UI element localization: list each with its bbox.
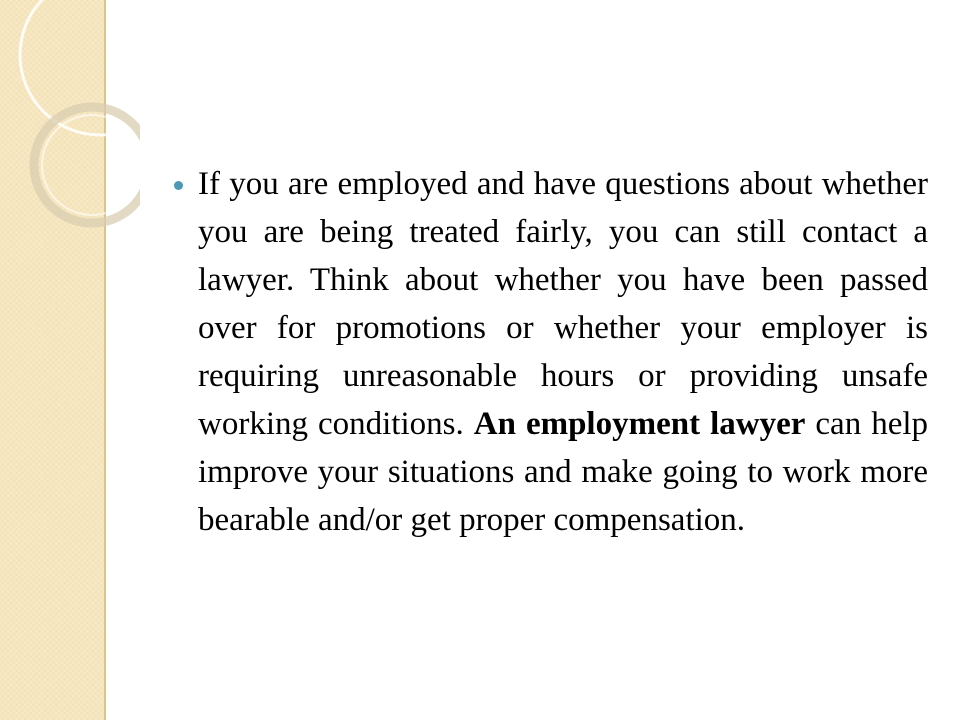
text-part-1: If you are employed and have questions about whether you are being treated fairly, you can still contact a lawyer. Think about whether you have been passed over for promotions or whether your employer is requiring unreasonable hours or providing unsafe working conditions. [198, 166, 928, 442]
slide-content [168, 160, 928, 544]
bullet-text [198, 160, 928, 544]
decorative-circle-bottom [34, 107, 140, 223]
decorative-circles-icon [0, 0, 140, 260]
bullet-dot-icon [174, 181, 183, 190]
text-bold-phrase: An employment lawyer [473, 406, 806, 442]
text-part-2: can help improve your situations and make going to work more bearable and/or get proper compensation. [198, 406, 929, 538]
bullet-item [168, 160, 928, 544]
